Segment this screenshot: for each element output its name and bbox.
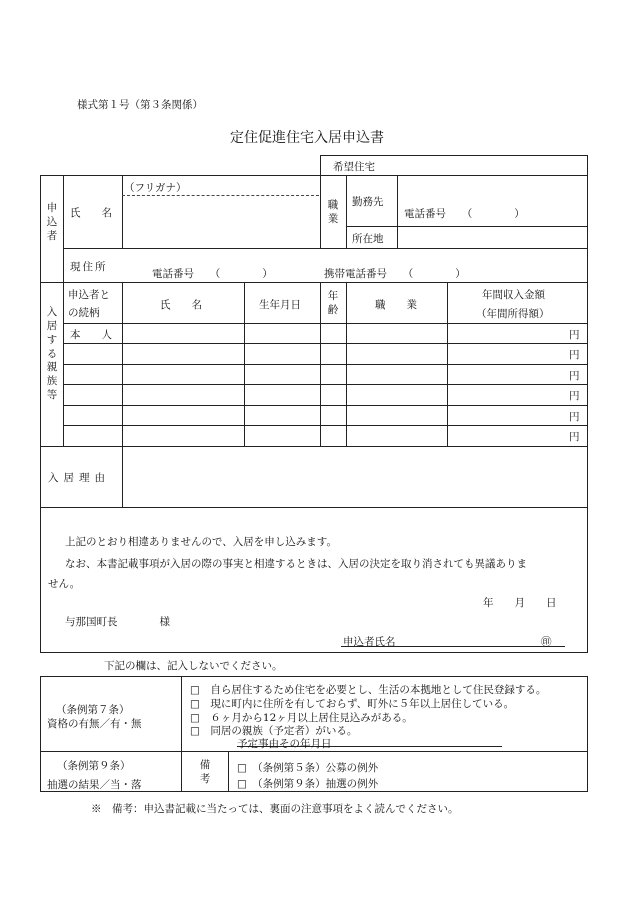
page-title: 定住促進住宅入居申込書 — [230, 130, 384, 146]
remarks-label: 備考 — [199, 759, 211, 785]
mobile-phone: 携帯電話番号 （ ） — [324, 268, 466, 280]
workplace-label: 勤務先 — [352, 196, 384, 208]
criteria-item: □ 同居の親族（予定者）がいる。 — [190, 725, 358, 737]
name-header: 氏 名 — [160, 299, 202, 311]
checkbox-icon[interactable]: □ — [190, 684, 200, 696]
job-label: 職業 — [327, 199, 339, 225]
name-label: 氏 名 — [70, 207, 112, 219]
family-side-label: 入居する親族等 — [46, 306, 58, 402]
yen-unit: 円 — [569, 370, 580, 382]
yen-unit: 円 — [569, 329, 580, 341]
criteria-item: □ 自ら居住するため住宅を必要とし、生活の本拠地として住民登録する。 — [190, 684, 547, 696]
lottery-label: 抽選の結果／当・落 — [47, 779, 142, 791]
age-header: 年齢 — [327, 290, 339, 316]
criteria-item: □ ６ヶ月から12ヶ月以上居住見込みがある。 — [190, 712, 413, 724]
yen-unit: 円 — [569, 431, 580, 443]
lottery-article: （条例第９条） — [57, 760, 131, 772]
checkbox-icon[interactable]: □ — [190, 712, 200, 724]
reason-label: 入居理由 — [48, 472, 110, 484]
schedule-note: 予定事由その年月日 — [237, 738, 332, 750]
office-use-notice: 下記の欄は、記入しないでください。 — [104, 660, 283, 672]
checkbox-icon[interactable]: □ — [190, 698, 200, 710]
form-number: 様式第１号（第３条関係） — [77, 99, 203, 111]
addressee: 与那国町長 様 — [65, 616, 170, 628]
checkbox-icon[interactable]: □ — [190, 725, 200, 737]
desired-housing-field[interactable] — [398, 156, 586, 174]
qualification-article: （条例第７条） — [56, 704, 130, 716]
checkbox-icon[interactable]: □ — [237, 778, 247, 790]
yen-unit: 円 — [569, 411, 580, 423]
applicant-side-label: 申込者 — [46, 202, 58, 242]
footnote: ※ 備考：申込書記載に当たっては、裏面の注意事項をよく読んでください。 — [91, 803, 459, 815]
yen-unit: 円 — [569, 349, 580, 361]
location-label: 所在地 — [352, 233, 384, 245]
row-relation: 本 人 — [70, 329, 112, 341]
dob-header: 生年月日 — [259, 299, 301, 311]
furigana-label: （フリガナ） — [124, 182, 187, 194]
home-phone: 電話番号 （ ） — [152, 268, 273, 280]
reason-field[interactable] — [124, 448, 586, 505]
exception-item: □ （条例第９条）抽選の例外 — [237, 778, 379, 790]
criteria-item: □ 現に町内に住所を有しておらず、町外に５年以上居住している。 — [190, 698, 515, 710]
applicant-name-field[interactable] — [124, 197, 319, 247]
checkbox-icon[interactable]: □ — [237, 762, 247, 774]
yen-unit: 円 — [569, 390, 580, 402]
declaration-line-2: なお、本書記載事項が入居の際の事実と相違するときは、入居の決定を取り消されても異議ありま — [65, 558, 527, 570]
address-label: 現住所 — [70, 261, 108, 273]
relation-header: 申込者との続柄 — [68, 289, 110, 320]
seal-mark: ㊞ — [541, 636, 552, 648]
desired-housing-label: 希望住宅 — [333, 161, 375, 173]
date-line: 年 月 日 — [483, 597, 557, 609]
income-subheader: （年間所得額） — [476, 308, 550, 320]
income-header: 年間収入金額 — [482, 289, 545, 301]
declaration-line-1: 上記のとおり相違ありませんので、入居を申し込みます。 — [65, 536, 337, 548]
job-header: 職 業 — [375, 299, 417, 311]
work-phone: 電話番号 （ ） — [404, 208, 525, 220]
qualification-label: 資格の有無／有・無 — [47, 718, 142, 730]
exception-item: □ （条例第５条）公募の例外 — [237, 762, 379, 774]
declaration-line-3: せん。 — [48, 578, 81, 590]
signer-label: 申込者氏名 — [343, 636, 396, 648]
